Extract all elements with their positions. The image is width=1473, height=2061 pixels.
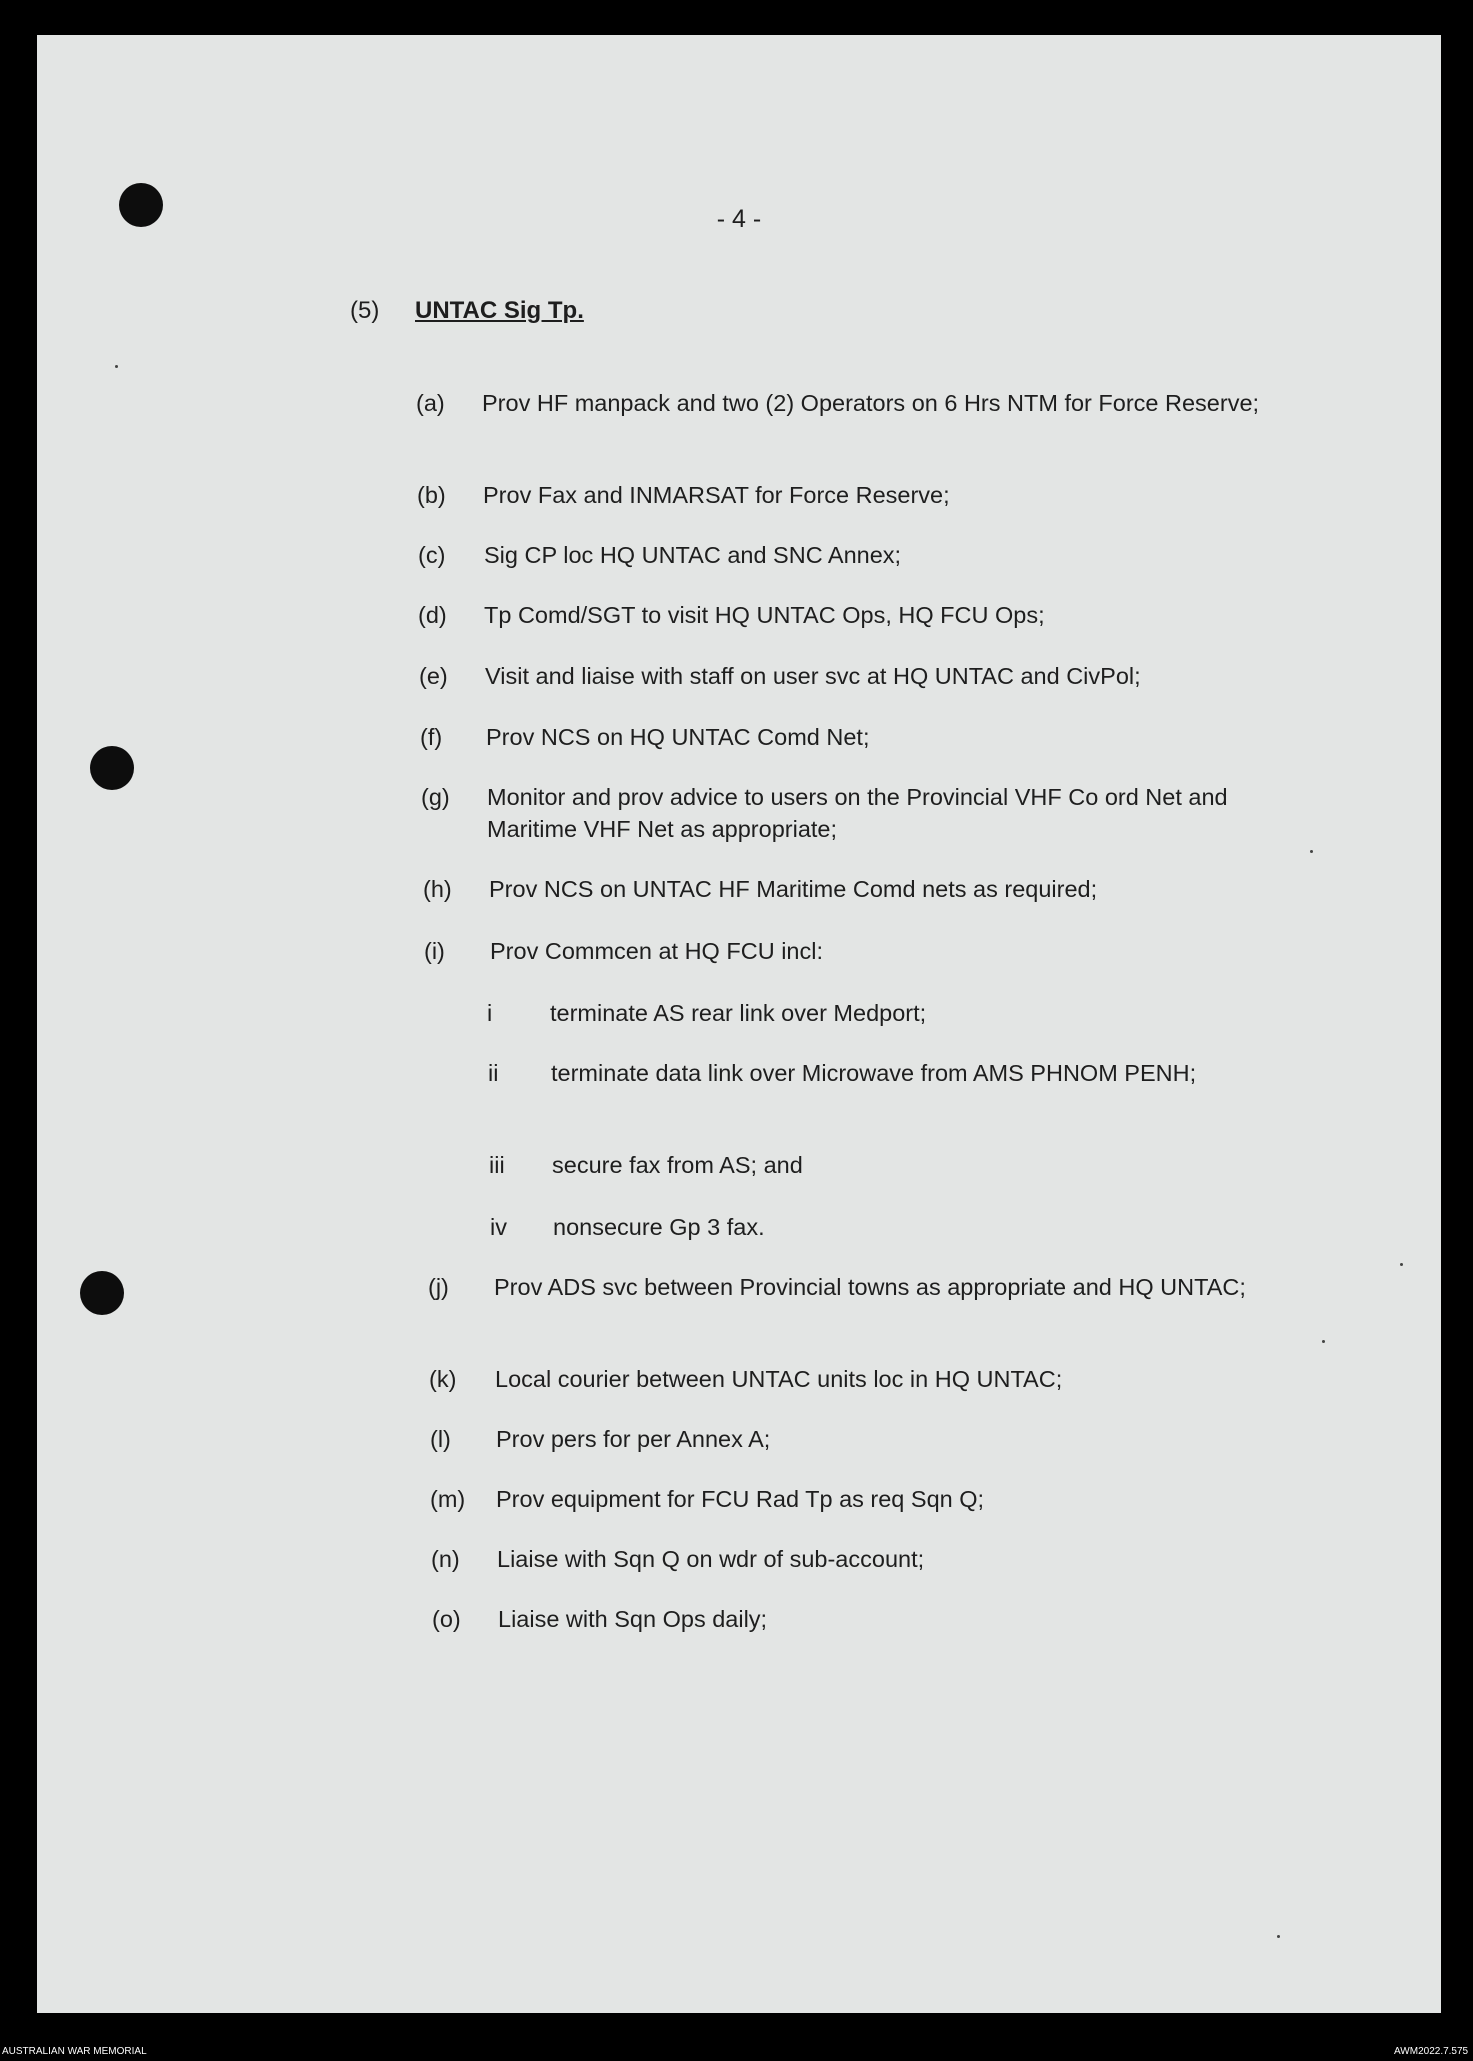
item-text: Prov Commcen at HQ FCU incl: <box>490 938 823 964</box>
item-text: Prov ADS svc between Provincial towns as appropriate and HQ UNTAC; <box>494 1274 1246 1300</box>
item-label: (g) <box>421 784 450 810</box>
sub-item-text: secure fax from AS; and <box>552 1152 803 1178</box>
item-label: (l) <box>430 1426 451 1452</box>
speck <box>1310 850 1313 853</box>
item-label: (b) <box>417 482 446 508</box>
item-label: (n) <box>431 1546 460 1572</box>
speck <box>1277 1935 1280 1938</box>
sub-item-label: ii <box>488 1060 499 1086</box>
item-label: (f) <box>420 724 443 750</box>
item-label: (e) <box>419 663 448 689</box>
item-label: (m) <box>430 1486 466 1512</box>
speck <box>115 365 118 368</box>
footer-right: AWM2022.7.575 <box>1394 2046 1469 2057</box>
item-label: (k) <box>429 1366 457 1392</box>
sub-item-label: iv <box>490 1214 507 1240</box>
item-label: (o) <box>432 1606 461 1632</box>
item-text: Local courier between UNTAC units loc in HQ UNTAC; <box>495 1366 1063 1392</box>
sub-item-label: iii <box>489 1152 505 1178</box>
item-text: Visit and liaise with staff on user svc at HQ UNTAC and CivPol; <box>485 663 1141 689</box>
item-text: Prov NCS on UNTAC HF Maritime Comd nets as required; <box>489 876 1098 902</box>
item-label: (a) <box>416 390 445 416</box>
document-page <box>37 35 1441 2013</box>
item-text: Monitor and prov advice to users on the Provincial VHF Co ord Net and Maritime VHF Net as appropriate; <box>487 784 1228 842</box>
item-text: Prov HF manpack and two (2) Operators on 6 Hrs NTM for Force Reserve; <box>482 390 1260 416</box>
sub-item-text: terminate AS rear link over Medport; <box>550 1000 927 1026</box>
item-label: (i) <box>424 938 445 964</box>
sub-item-text: terminate data link over Microwave from AMS PHNOM PENH; <box>551 1060 1197 1086</box>
speck <box>1322 1340 1325 1343</box>
item-text: Prov NCS on HQ UNTAC Comd Net; <box>486 724 870 750</box>
item-text: Liaise with Sqn Ops daily; <box>498 1606 768 1632</box>
item-text: Prov pers for per Annex A; <box>496 1426 771 1452</box>
footer-left: AUSTRALIAN WAR MEMORIAL <box>2 2046 147 2057</box>
item-text: Tp Comd/SGT to visit HQ UNTAC Ops, HQ FCU Ops; <box>484 602 1045 628</box>
section-header <box>350 297 584 325</box>
item-label: (d) <box>418 602 447 628</box>
item-text: Liaise with Sqn Q on wdr of sub-account; <box>497 1546 925 1572</box>
sub-item-text: nonsecure Gp 3 fax. <box>553 1214 765 1240</box>
item-text: Prov equipment for FCU Rad Tp as req Sqn Q; <box>496 1486 985 1512</box>
sub-item-label: i <box>487 1000 493 1026</box>
speck <box>1400 1263 1403 1266</box>
punch-hole <box>80 1271 124 1315</box>
item-text: Prov Fax and INMARSAT for Force Reserve; <box>483 482 950 508</box>
item-label: (c) <box>418 542 446 568</box>
item-text: Sig CP loc HQ UNTAC and SNC Annex; <box>484 542 902 568</box>
item-label: (j) <box>428 1274 449 1300</box>
punch-hole <box>90 746 134 790</box>
section-number: (5) <box>350 297 380 324</box>
page-number: - 4 - <box>716 205 762 233</box>
item-label: (h) <box>423 876 452 902</box>
section-heading: UNTAC Sig Tp. <box>415 297 584 324</box>
